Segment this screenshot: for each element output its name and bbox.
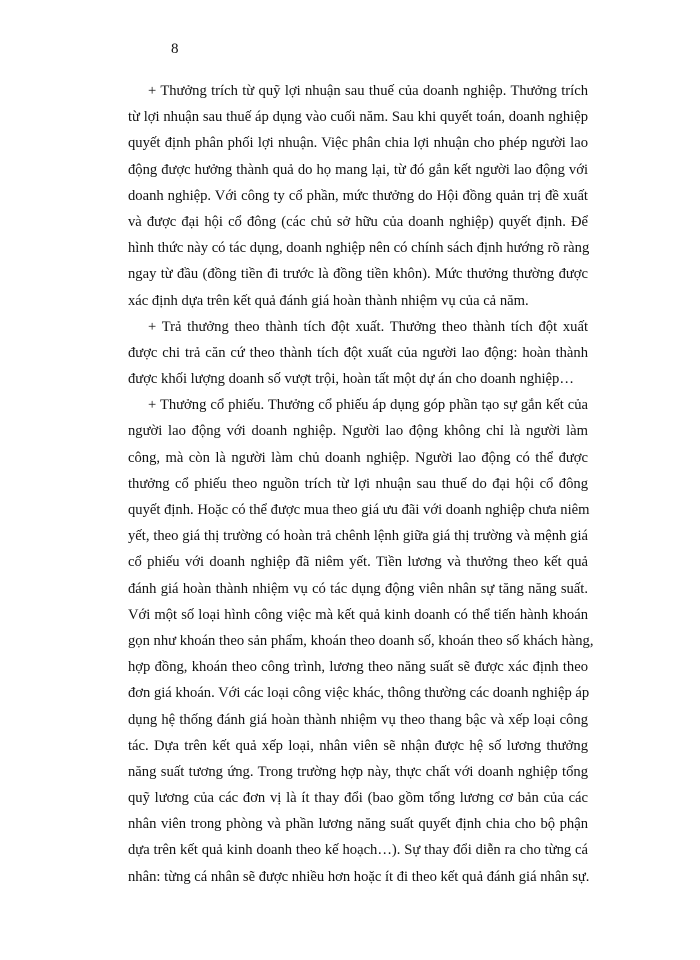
- text-line: năng suất tương ứng. Trong trường hợp này, thực chất với doanh nghiệp tổng: [128, 763, 588, 780]
- text-line: quỹ lương của các đơn vị là ít thay đổi (bao gồm tổng lương cơ bản của các: [128, 790, 588, 807]
- text-line: và được đại hội cổ đông (các chủ sở hữu của doanh nghiệp) quyết định. Để: [128, 213, 588, 230]
- text-line: đánh giá hoàn thành nhiệm vụ có tác dụng động viên nhân sự tăng năng suất.: [128, 580, 588, 597]
- text-line: xác định dựa trên kết quả đánh giá hoàn thành nhiệm vụ của cả năm.: [128, 292, 529, 309]
- text-line: cổ phiếu với doanh nghiệp đã niêm yết. Tiền lương và thưởng theo kết quả: [128, 554, 588, 571]
- body-text: [128, 78, 594, 890]
- text-line: động được hưởng thành quả do họ mang lại, từ đó gắn kết người lao động với: [128, 161, 588, 178]
- text-line: nhân viên trong phòng và phần lương năng suất quyết định chia cho bộ phận: [128, 816, 588, 833]
- paragraph: [128, 314, 588, 393]
- text-line: được chi trả căn cứ theo thành tích đột xuất của người lao động: hoàn thành: [128, 344, 588, 361]
- text-line: quyết định phân phối lợi nhuận. Việc phân chia lợi nhuận cho phép người lao: [128, 135, 588, 152]
- text-line: yết, theo giá thị trường có hoàn trả chênh lệnh giữa giá thị trường và mệnh giá: [128, 528, 588, 545]
- paragraph: [128, 392, 594, 890]
- text-line: nhân: từng cá nhân sẽ được nhiều hơn hoặc ít đi theo kết quả đánh giá nhân sự.: [128, 868, 590, 885]
- text-line: người lao động với doanh nghiệp. Người lao động không chỉ là người làm: [128, 423, 588, 440]
- text-line: gọn như khoán theo sản phẩm, khoán theo doanh số, khoán theo số khách hàng,: [128, 632, 594, 649]
- text-line: + Thưởng trích từ quỹ lợi nhuận sau thuế của doanh nghiệp. Thưởng trích: [148, 83, 588, 99]
- page-number: 8: [171, 41, 179, 57]
- paragraph: [128, 78, 588, 314]
- text-line: doanh nghiệp. Với công ty cổ phần, mức thưởng do Hội đồng quản trị đề xuất: [128, 187, 588, 204]
- text-line: + Trả thưởng theo thành tích đột xuất. Thưởng theo thành tích đột xuất: [148, 318, 588, 335]
- text-line: dụng hệ thống đánh giá hoàn thành nhiệm vụ theo thang bậc và xếp loại công: [128, 711, 588, 728]
- text-line: Với một số loại hình công việc mà kết quả kinh doanh có thể tiến hành khoán: [128, 606, 588, 623]
- text-line: công, mà còn là người làm chủ doanh nghiệp. Người lao động có thể được: [128, 449, 588, 466]
- text-line: hợp đồng, khoán theo công trình, lương theo năng suất sẽ được xác định theo: [128, 659, 588, 676]
- text-line: ngay từ đầu (đồng tiền đi trước là đồng tiền khôn). Mức thưởng thường được: [128, 266, 588, 283]
- text-line: tác. Dựa trên kết quả xếp loại, nhân viên sẽ nhận được hệ số lương thưởng: [128, 737, 588, 754]
- text-line: dựa trên kết quả kinh doanh theo kế hoạch…). Sự thay đổi diễn ra cho từng cá: [128, 842, 588, 859]
- text-line: hình thức này có tác dụng, doanh nghiệp nên có chính sách định hướng rõ ràng: [128, 240, 590, 257]
- text-line: quyết định. Hoặc có thể được mua theo giá ưu đãi với doanh nghiệp chưa niêm: [128, 502, 590, 518]
- text-line: + Thưởng cổ phiếu. Thưởng cổ phiếu áp dụng góp phần tạo sự gắn kết của: [148, 397, 588, 414]
- text-line: đơn giá khoán. Với các loại công việc khác, thông thường các doanh nghiệp áp: [128, 685, 590, 702]
- text-line: từ lợi nhuận sau thuế áp dụng vào cuối năm. Sau khi quyết toán, doanh nghiệp: [128, 109, 588, 126]
- text-line: thưởng cổ phiếu theo nguồn trích từ lợi nhuận sau thuế do đại hội cổ đông: [128, 475, 588, 492]
- text-line: được khối lượng doanh số vượt trội, hoàn tất một dự án cho doanh nghiệp…: [128, 371, 574, 388]
